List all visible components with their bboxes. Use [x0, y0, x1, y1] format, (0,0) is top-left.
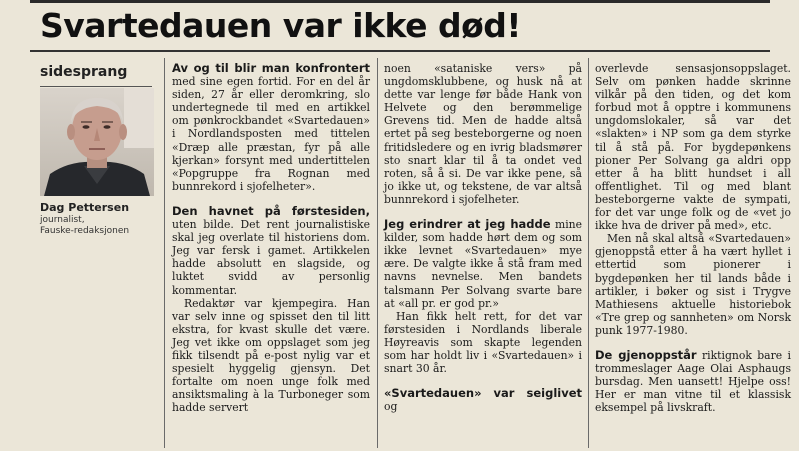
- lead-in: «Svartedauen» var seiglivet: [384, 386, 582, 401]
- author-photo: [40, 88, 154, 196]
- paragraph-text: uten bilde. Det rent journalistiske skal jeg overlate til historiens dom. Jeg var fersk i gamet. Artikkelen hadde absolutt en slagside, og luktet svidd av personlig kommentar.: [172, 218, 370, 297]
- lead-in: Av og til blir man konfrontert: [172, 61, 370, 75]
- paragraph-text: riktignok bare i trommeslager Aage Olai Asphaugs bursdag. Men uansett! Hjelpe oss! Her er man vitne til et klassisk eksempel på livskraft.: [595, 348, 791, 415]
- article-column-2: [384, 62, 582, 413]
- author-department: Fauske-redaksjonen: [40, 226, 130, 236]
- article-column-1: [172, 62, 370, 414]
- paragraph: noen «sataniske vers» på ungdomsklubbene, og husk nå at dette var lenge før både Hank von Helvete og den berømmelige Grevens tid. Men de hadde altså ertet på seg besteborgerne og noen fritidsledere og en ivrig bladsmører sto snart klar til å ta ondet ved roten, så å si. De var ikke pene, så jo ikke ut, og tekstene, de var altså bunnrekord i sjofelheter.: [384, 62, 582, 206]
- paragraph-text: mine kilder, som hadde hørt dem og som ikke levnet «Svartedauen» mye ære. De valgte ikke å stå fram med navns nevnelse. Men bandets talsmann Per Solvang svarte bare at «all pr. er god pr.»: [384, 218, 582, 310]
- column-rule: [164, 58, 165, 448]
- paragraph: overlevde sensasjonsoppslaget. Selv om pønken hadde skrinne vilkår på den tiden, og det kom forbud mot å opptre i kommunens ungdomslokaler, så var det «slakten» i NP som ga dem styrke til å stå på. For bygdepønkens pioner Per Solvang ga aldri opp etter å ha blitt hundset i all offentlighet. Til og med blant besteborgerne vakte de sympati, for det var unge folk og de «vet jo ikke hva de driver på med», etc.: [595, 62, 791, 233]
- paragraph-text: med sine egen fortid. For en del år siden, 27 år eller deromkring, slo undertegnede til med en artikkel om pønkrockbandet «Svartedauen» i Nordlandsposten med tittelen «Dræp alle præstan, fyr på alle kjerkan» forsynt med undertittelen «Popgruppe fra Rognan med bunnrekord i sjofelheter».: [172, 75, 370, 193]
- lead-in: De gjenoppstår: [595, 347, 697, 362]
- lead-in: Den havnet på førstesiden,: [172, 203, 370, 218]
- headline-rule: [30, 50, 770, 52]
- sidebar-rule: [40, 86, 152, 87]
- column-rule: [588, 58, 589, 448]
- paragraph: [172, 205, 370, 297]
- headline: Svartedauen var ikke død!: [40, 6, 521, 45]
- section-label: sidesprang: [40, 64, 128, 80]
- author-name: Dag Pettersen: [40, 201, 130, 214]
- paragraph: [384, 387, 582, 413]
- paragraph: Han fikk helt rett, for det var førstesiden i Nordlands liberale Høyreavis som skapte legenden som har holdt liv i «Svartedauen» i snart 30 år.: [384, 309, 582, 376]
- paragraph: Men nå skal altså «Svartedauen» gjenoppstå etter å ha vært hyllet i ettertid som pionerer i bygdepønken her til lands både i artikler, i bøker og sist i Trygve Mathiesens aktuelle historiebok «Tre grep og sannheten» om Norsk punk 1977-1980.: [595, 232, 791, 337]
- article-column-3: [595, 62, 791, 414]
- top-rule: [30, 0, 770, 3]
- paragraph: [172, 62, 370, 193]
- paragraph: Redaktør var kjempegira. Han var selv inne og spisset den til litt ekstra, for kvast skulle det være. Jeg vet ikke om oppslaget som jeg fikk tilsendt på e-post nylig var et spesielt hyggelig gjensyn. Det fortalte om noen unge folk med ansiktsmaling à la Turboneger som hadde servert: [172, 296, 370, 415]
- paragraph: [595, 349, 791, 414]
- column-rule: [377, 58, 378, 448]
- lead-in: Jeg erindrer at jeg hadde: [384, 217, 551, 232]
- paragraph-text: og: [384, 400, 398, 414]
- paragraph: [384, 218, 582, 310]
- author-role: journalist,: [40, 215, 85, 225]
